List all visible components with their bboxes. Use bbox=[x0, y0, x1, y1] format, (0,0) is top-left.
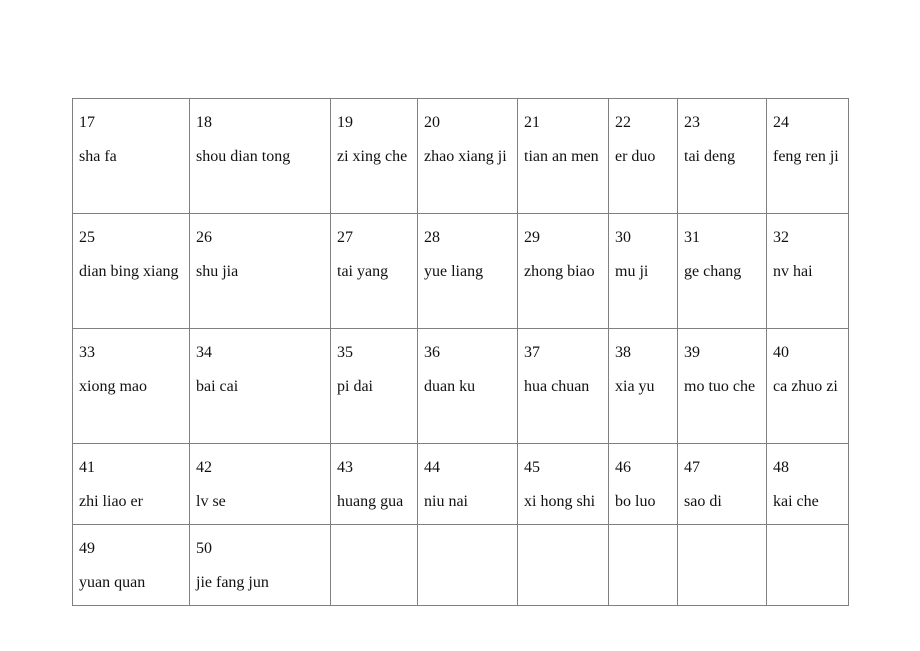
pinyin-word: mu ji bbox=[615, 263, 649, 280]
item-number: 23 bbox=[684, 114, 700, 131]
item-number: 39 bbox=[684, 344, 700, 361]
table-cell bbox=[331, 214, 418, 329]
pinyin-word: dian bing xiang bbox=[79, 263, 179, 280]
pinyin-word: jie fang jun bbox=[196, 574, 269, 591]
table-cell bbox=[609, 214, 678, 329]
item-number: 44 bbox=[424, 459, 440, 476]
item-number: 24 bbox=[773, 114, 789, 131]
item-number: 21 bbox=[524, 114, 540, 131]
table-body bbox=[73, 99, 849, 606]
table-cell bbox=[190, 99, 331, 214]
item-number: 46 bbox=[615, 459, 631, 476]
item-number: 43 bbox=[337, 459, 353, 476]
pinyin-word: bai cai bbox=[196, 378, 239, 395]
pinyin-word: ge chang bbox=[684, 263, 742, 280]
pinyin-word: kai che bbox=[773, 493, 819, 510]
table-cell bbox=[418, 329, 518, 444]
pinyin-word: nv hai bbox=[773, 263, 813, 280]
table-cell bbox=[331, 525, 418, 606]
item-number: 45 bbox=[524, 459, 540, 476]
table-cell bbox=[73, 444, 190, 525]
table-cell bbox=[609, 99, 678, 214]
table-cell bbox=[767, 444, 849, 525]
item-number: 49 bbox=[79, 540, 95, 557]
pinyin-word: xi hong shi bbox=[524, 493, 596, 510]
table-cell bbox=[418, 444, 518, 525]
table-cell bbox=[73, 329, 190, 444]
pinyin-word: tai deng bbox=[684, 148, 736, 165]
item-number: 38 bbox=[615, 344, 631, 361]
item-number: 25 bbox=[79, 229, 95, 246]
table-cell bbox=[518, 329, 609, 444]
pinyin-word: huang gua bbox=[337, 493, 404, 510]
pinyin-word: xia yu bbox=[615, 378, 655, 395]
table-cell bbox=[609, 525, 678, 606]
table-cell bbox=[190, 444, 331, 525]
pinyin-word: zhong biao bbox=[524, 263, 595, 280]
item-number: 17 bbox=[79, 114, 95, 131]
table-cell bbox=[518, 525, 609, 606]
table-cell bbox=[767, 329, 849, 444]
table-cell bbox=[418, 214, 518, 329]
pinyin-word: sha fa bbox=[79, 148, 117, 165]
table-cell bbox=[609, 444, 678, 525]
item-number: 50 bbox=[196, 540, 212, 557]
pinyin-word: bo luo bbox=[615, 493, 656, 510]
vocabulary-table bbox=[72, 98, 849, 606]
table-cell bbox=[678, 99, 767, 214]
pinyin-word: niu nai bbox=[424, 493, 468, 510]
table-row bbox=[73, 214, 849, 329]
item-number: 19 bbox=[337, 114, 353, 131]
pinyin-word: yue liang bbox=[424, 263, 484, 280]
table-cell bbox=[678, 444, 767, 525]
table-cell bbox=[190, 214, 331, 329]
item-number: 34 bbox=[196, 344, 212, 361]
table-row bbox=[73, 99, 849, 214]
table-cell bbox=[518, 444, 609, 525]
pinyin-word: er duo bbox=[615, 148, 656, 165]
pinyin-word: duan ku bbox=[424, 378, 476, 395]
table-cell bbox=[518, 99, 609, 214]
table-cell bbox=[678, 214, 767, 329]
item-number: 20 bbox=[424, 114, 440, 131]
table-cell bbox=[331, 99, 418, 214]
item-number: 18 bbox=[196, 114, 212, 131]
table-cell bbox=[767, 99, 849, 214]
pinyin-word: ca zhuo zi bbox=[773, 378, 838, 395]
pinyin-word: shou dian tong bbox=[196, 148, 291, 165]
table-cell bbox=[418, 99, 518, 214]
pinyin-word: lv se bbox=[196, 493, 226, 510]
table-cell bbox=[518, 214, 609, 329]
table-row bbox=[73, 329, 849, 444]
item-number: 36 bbox=[424, 344, 440, 361]
pinyin-word: tai yang bbox=[337, 263, 389, 280]
item-number: 26 bbox=[196, 229, 212, 246]
table-cell bbox=[678, 525, 767, 606]
item-number: 28 bbox=[424, 229, 440, 246]
table-cell bbox=[73, 525, 190, 606]
table-cell bbox=[73, 99, 190, 214]
pinyin-word: hua chuan bbox=[524, 378, 590, 395]
table-cell bbox=[331, 444, 418, 525]
pinyin-word: yuan quan bbox=[79, 574, 146, 591]
table-cell bbox=[73, 214, 190, 329]
item-number: 37 bbox=[524, 344, 540, 361]
table-cell bbox=[331, 329, 418, 444]
item-number: 32 bbox=[773, 229, 789, 246]
item-number: 35 bbox=[337, 344, 353, 361]
pinyin-word: zhao xiang ji bbox=[424, 148, 507, 165]
pinyin-word: pi dai bbox=[337, 378, 373, 395]
pinyin-word: zhi liao er bbox=[79, 493, 143, 510]
pinyin-word: xiong mao bbox=[79, 378, 147, 395]
pinyin-word: tian an men bbox=[524, 148, 599, 165]
table-cell bbox=[767, 214, 849, 329]
table-cell bbox=[609, 329, 678, 444]
item-number: 47 bbox=[684, 459, 700, 476]
pinyin-word: shu jia bbox=[196, 263, 239, 280]
item-number: 42 bbox=[196, 459, 212, 476]
table-cell bbox=[767, 525, 849, 606]
item-number: 30 bbox=[615, 229, 631, 246]
item-number: 40 bbox=[773, 344, 789, 361]
item-number: 41 bbox=[79, 459, 95, 476]
pinyin-word: zi xing che bbox=[337, 148, 408, 165]
item-number: 48 bbox=[773, 459, 789, 476]
item-number: 27 bbox=[337, 229, 353, 246]
item-number: 33 bbox=[79, 344, 95, 361]
table-cell bbox=[678, 329, 767, 444]
item-number: 29 bbox=[524, 229, 540, 246]
pinyin-word: mo tuo che bbox=[684, 378, 756, 395]
pinyin-word: feng ren ji bbox=[773, 148, 839, 165]
item-number: 22 bbox=[615, 114, 631, 131]
table-cell bbox=[418, 525, 518, 606]
pinyin-word: sao di bbox=[684, 493, 722, 510]
table-row bbox=[73, 525, 849, 606]
table-row bbox=[73, 444, 849, 525]
item-number: 31 bbox=[684, 229, 700, 246]
table-cell bbox=[190, 525, 331, 606]
table-cell bbox=[190, 329, 331, 444]
